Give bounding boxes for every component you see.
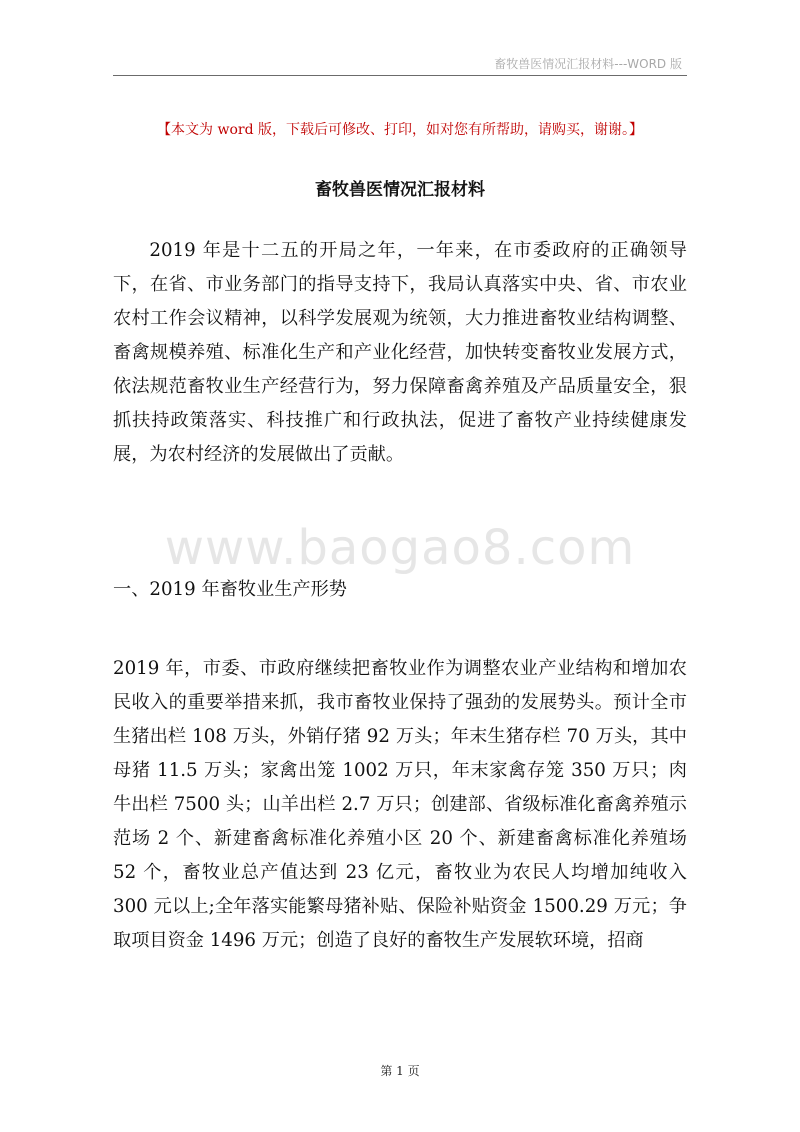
running-header: 畜牧兽医情况汇报材料---WORD 版	[494, 57, 682, 71]
section-heading: 一、2019 年畜牧业生产形势	[113, 579, 347, 600]
section-paragraph: 2019 年，市委、市政府继续把畜牧业作为调整农业产业结构和增加农民收入的重要举措来抓，我市畜牧业保持了强劲的发展势头。预计全市生猪出栏 108 万头，外销仔猪 92 万头；年末生猪存栏 70 万头，其中母猪 11.5 万头；家禽出笼 1002 万只，年末家禽存笼 350 万只；肉牛出栏 7500 头；山羊出栏 2.7 万只；创建部、省级标准化畜禽养殖示范场 2 个、新建畜禽标准化养殖小区 20 个、新建畜禽标准化养殖场 52 个，畜牧业总产值达到 23 亿元，畜牧业为农民人均增加纯收入 300 元以上;全年落实能繁母猪补贴、保险补贴资金 1500.29 万元；争取项目资金 1496 万元；创造了良好的畜牧生产发展软环境，招商	[113, 658, 687, 951]
download-notice: 【本文为 word 版，下载后可修改、打印，如对您有所帮助，请购买，谢谢。】	[157, 122, 643, 138]
watermark: www.baogao8.com	[164, 520, 636, 576]
document-title: 畜牧兽医情况汇报材料	[315, 180, 485, 200]
intro-paragraph: 2019 年是十二五的开局之年，一年来，在市委政府的正确领导下，在省、市业务部门的指导支持下，我局认真落实中央、省、市农业农村工作会议精神，以科学发展观为统领，大力推进畜牧业结构调整、畜禽规模养殖、标准化生产和产业化经营，加快转变畜牧业发展方式，依法规范畜牧业生产经营行为，努力保障畜禽养殖及产品质量安全，狠抓扶持政策落实、科技推广和行政执法，促进了畜牧产业持续健康发展，为农村经济的发展做出了贡献。	[113, 240, 687, 465]
page-number: 第 1 页	[380, 1064, 420, 1078]
header-rule	[113, 75, 687, 76]
